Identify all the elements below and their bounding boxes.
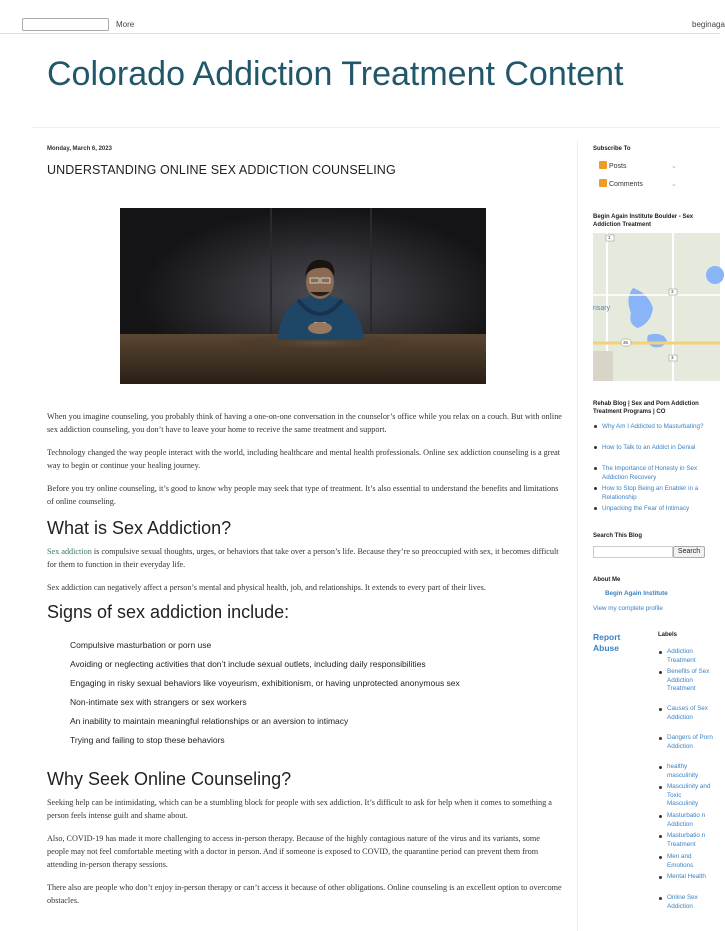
post-title[interactable]: UNDERSTANDING ONLINE SEX ADDICTION COUNSELING — [47, 163, 396, 177]
label-link[interactable]: Masturbatio n Treatment — [658, 832, 714, 849]
sign-item: Non-intimate sex with strangers or sex workers — [70, 697, 247, 707]
map-heading: Begin Again Institute Boulder - Sex Addiction Treatment — [593, 214, 694, 228]
label-link[interactable]: Addiction Treatment — [658, 648, 714, 665]
map-road-label: 1 — [608, 235, 611, 240]
post-hero-image — [120, 208, 486, 384]
chevron-down-icon[interactable]: ⌄ — [671, 181, 677, 188]
map-road-label: 3 — [671, 289, 674, 294]
sign-item: Engaging in risky sexual behaviors like voyeurism, exhibitionism, or having unprotected anonymous sex — [70, 678, 460, 688]
map-place-label: nsary — [593, 305, 611, 312]
rehab-blog-heading: Rehab Blog | Sex and Porn Addiction Treatment Programs | CO — [593, 401, 699, 415]
what-paragraph-1-text: is compulsive sexual thoughts, urges, or behaviors that take over a person’s life. Because they’re so preoccupied with sex, it becomes difficult for them to function in their everyday life. — [47, 547, 559, 570]
rss-feed-icon — [599, 161, 607, 169]
label-link[interactable]: Men and Emotions — [658, 853, 714, 870]
sign-item: An inability to maintain meaningful relationships or an aversion to intimacy — [70, 716, 349, 726]
search-blog-heading: Search This Blog — [593, 533, 643, 539]
rehab-blog-link[interactable]: How to Stop Being an Enabler in a Relationship — [593, 484, 711, 502]
posts-feed-label: Posts — [609, 163, 627, 170]
subscribe-heading: Subscribe To — [593, 146, 631, 152]
map-road-label: 3 — [671, 355, 674, 360]
post-date: Monday, March 6, 2023 — [47, 146, 112, 152]
what-paragraph-1 — [47, 545, 562, 571]
rehab-blog-link[interactable]: Unpacking the Fear of Intimacy — [593, 504, 711, 513]
rehab-blog-link[interactable]: Why Am I Addicted to Masturbating? — [593, 422, 711, 431]
rehab-blog-link[interactable]: How to Talk to an Addict in Denial — [593, 443, 711, 452]
sex-addiction-link[interactable]: Sex addiction — [47, 547, 92, 556]
navbar-search-input[interactable] — [22, 18, 109, 31]
label-link[interactable]: Benefits of Sex Addiction Treatment — [658, 668, 714, 694]
why-paragraph-1: Seeking help can be intimidating, which can be a stumbling block for people with sex addiction. It’s difficult to ask for help when it comes to something a person feels intense guilt and shame about. — [47, 798, 552, 821]
label-link[interactable]: Masculinity and Toxic Masculinity — [658, 783, 714, 809]
label-link[interactable]: Mental Health — [658, 873, 714, 882]
heading-why-seek-online-counseling: Why Seek Online Counseling? — [47, 769, 292, 789]
why-paragraph-2: Also, COVID-19 has made it more challenging to access in-person therapy. Because of the highly contagious nature of the virus and its variants, some people may not feel comfortable meeting with a doctor in person. And if someone is exposed to COVID, the quarantine period can prevent them from attending in-person therapy sessions. — [47, 834, 540, 870]
blogger-navbar — [0, 0, 725, 34]
blog-search-button[interactable]: Search — [673, 546, 705, 558]
intro-paragraph-3: Before you try online counseling, it’s good to know why people may seek that type of treatment. It’s also essential to understand the benefits and limitations of online counseling. — [47, 484, 559, 507]
why-paragraph-3: There also are people who don’t enjoy in-person therapy or can’t access it because of other obligations. Online counseling is an excellent option to overcome obstacles. — [47, 883, 562, 906]
about-me-name-link[interactable]: Begin Again Institute — [605, 590, 668, 597]
embedded-map[interactable] — [593, 233, 720, 381]
navbar-more-link[interactable]: More — [116, 20, 135, 29]
chevron-down-icon[interactable]: ⌄ — [671, 163, 677, 170]
rss-feed-icon — [599, 179, 607, 187]
header-divider — [32, 127, 720, 128]
subscribe-posts[interactable] — [599, 161, 677, 170]
sign-item: Compulsive masturbation or porn use — [70, 640, 212, 650]
sign-item: Trying and failing to stop these behaviors — [70, 735, 225, 745]
sidebar-divider — [577, 140, 578, 931]
report-abuse-link[interactable]: Report Abuse — [593, 632, 621, 653]
man-on-phone-in-dark-illustration — [120, 208, 486, 384]
heading-signs: Signs of sex addiction include: — [47, 602, 290, 622]
about-me-heading: About Me — [593, 577, 621, 583]
blog-search-input[interactable] — [593, 546, 673, 558]
rehab-blog-link[interactable]: The Importance of Honesty in Sex Addiction Recovery — [593, 464, 711, 482]
labels-heading: Labels — [658, 632, 678, 638]
heading-what-is-sex-addiction: What is Sex Addiction? — [47, 518, 232, 538]
what-paragraph-2: Sex addiction can negatively affect a person’s mental and physical health, job, and relationships. It extends to every part of their lives. — [47, 583, 486, 592]
map-road-label: 36 — [623, 340, 629, 345]
label-link[interactable]: Dangers of Porn Addiction — [658, 734, 714, 751]
blog-title[interactable]: Colorado Addiction Treatment Content — [47, 55, 624, 93]
label-link[interactable]: healthy masculinity — [658, 763, 714, 780]
navbar-blog-link[interactable]: beginaga — [692, 20, 725, 29]
sign-item: Avoiding or neglecting activities that don’t include sexual outlets, including daily responsibilities — [70, 659, 426, 669]
label-link[interactable]: Masturbatio n Addiction — [658, 812, 714, 829]
intro-paragraph-2: Technology changed the way people interact with the world, including healthcare and mental health professionals. Online sex addiction counseling is a great way to begin or continue your healing journey. — [47, 448, 561, 471]
view-profile-link[interactable]: View my complete profile — [593, 605, 663, 612]
intro-paragraph-1: When you imagine counseling, you probably think of having a one-on-one conversation in the counselor’s office while you relax on a couch. But with online sex addiction counseling, you don’t have to leave your home to receive the same treatment and support. — [47, 412, 562, 435]
label-link[interactable]: Causes of Sex Addiction — [658, 705, 714, 722]
subscribe-comments[interactable] — [599, 179, 677, 188]
comments-feed-label: Comments — [609, 181, 643, 188]
label-link[interactable]: Online Sex Addiction — [658, 894, 714, 911]
map-graphic — [593, 233, 720, 381]
